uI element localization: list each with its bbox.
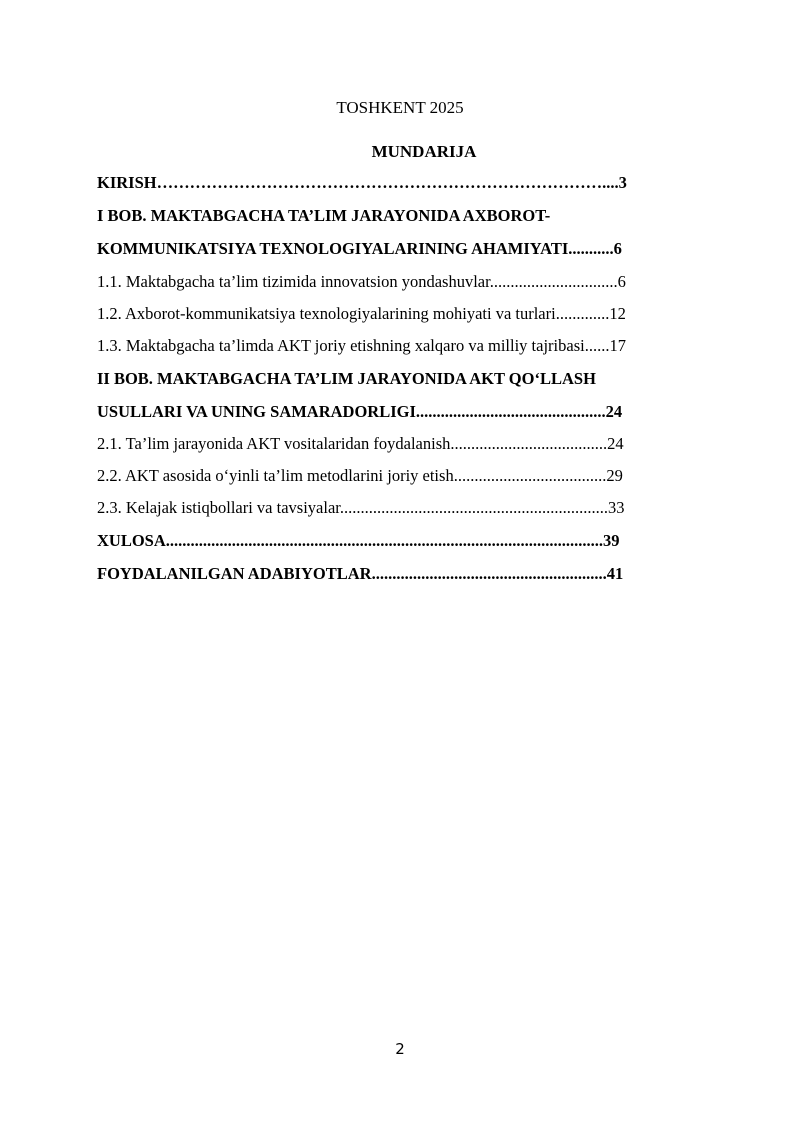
toc-entry-chapter-2-line-1[interactable]: II BOB. MAKTABGACHA TA’LIM JARAYONIDA AKT QO‘LLASH	[97, 369, 596, 388]
toc-entry-chapter-1-line-2[interactable]: KOMMUNIKATSIYA TEXNOLOGIYALARINING AHAMIYATI...........6	[97, 239, 622, 258]
toc-entry-chapter-2-line-2[interactable]: USULLARI VA UNING SAMARADORLIGI..............................................24	[97, 402, 623, 421]
city-year-heading: TOSHKENT 2025	[336, 98, 464, 117]
toc-entry-1-2[interactable]: 1.2. Axborot-kommunikatsiya texnologiyalarining mohiyati va turlari.............12	[97, 304, 626, 323]
toc-entry-2-2[interactable]: 2.2. AKT asosida o‘yinli ta’lim metodlarini joriy etish.....................................29	[97, 466, 623, 485]
toc-entry-adabiyotlar[interactable]: FOYDALANILGAN ADABIYOTLAR.........................................................41	[97, 564, 624, 583]
toc-entry-1-1[interactable]: 1.1. Maktabgacha ta’lim tizimida innovatsion yondashuvlar...............................6	[97, 272, 626, 291]
toc-entry-2-1[interactable]: 2.1. Ta’lim jarayonida AKT vositalaridan foydalanish......................................24	[97, 434, 624, 453]
toc-title: MUNDARIJA	[371, 142, 477, 161]
toc-entry-1-3[interactable]: 1.3. Maktabgacha ta’limda AKT joriy etishning xalqaro va milliy tajribasi......17	[97, 336, 626, 355]
toc-entry-2-3[interactable]: 2.3. Kelajak istiqbollari va tavsiyalar.................................................................33	[97, 498, 625, 517]
toc-entry-xulosa[interactable]: XULOSA..........................................................................................................39	[97, 531, 620, 550]
toc-entry-chapter-1-line-1[interactable]: I BOB. MAKTABGACHA TA’LIM JARAYONIDA AXBOROT-	[97, 206, 551, 225]
page-number: 2	[395, 1040, 405, 1058]
toc-entry-kirish[interactable]: KIRISH………………………………………………………………………....3	[97, 173, 627, 192]
